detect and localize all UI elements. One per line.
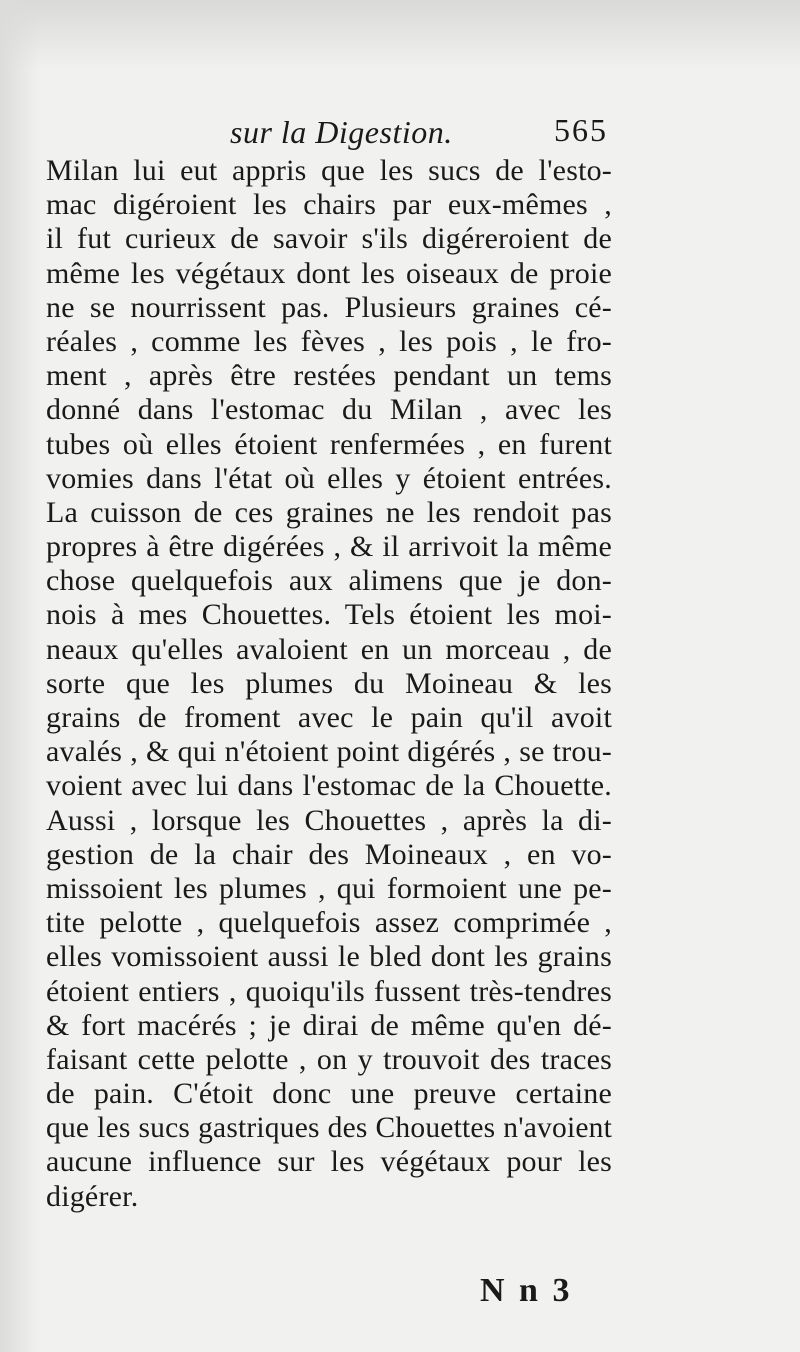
text-line-last: digérer.	[46, 1179, 139, 1213]
text-line: avalés , & qui n'étoient point digérés , se trou-	[46, 735, 612, 769]
text-line: réales , comme les fèves , les pois , le fro-	[46, 324, 612, 358]
running-head	[0, 110, 800, 150]
text-line: aucune influence sur les végétaux pour les	[46, 1145, 612, 1179]
text-line: tubes où elles étoient renfermées , en furent	[46, 427, 612, 461]
text-line: ne se nourrissent pas. Plusieurs graines cé-	[46, 290, 612, 324]
text-line: Milan lui eut appris que les sucs de l'esto-	[46, 154, 612, 187]
text-line: La cuisson de ces graines ne les rendoit pas	[46, 495, 612, 529]
page-shadow-top	[0, 0, 800, 70]
text-line: chose quelquefois aux alimens que je don-	[46, 564, 612, 598]
text-line: propres à être digérées , & il arrivoit la même	[46, 530, 612, 564]
text-line: elles vomissoient aussi le bled dont les grains	[46, 940, 612, 974]
text-line: mac digéroient les chairs par eux-mêmes ,	[46, 188, 612, 222]
running-head-title: sur la Digestion.	[230, 114, 453, 150]
text-line: de pain. C'étoit donc une preuve certaine	[46, 1077, 612, 1111]
text-line: voient avec lui dans l'estomac de la Chouette.	[46, 769, 612, 803]
text-line: sorte que les plumes du Moineau & les	[46, 666, 612, 700]
text-line: missoient les plumes , qui formoient une pe-	[46, 871, 612, 905]
text-line: nois à mes Chouettes. Tels étoient les moi-	[46, 598, 612, 632]
signature-mark: N n 3	[480, 1272, 573, 1309]
page-shadow-left	[0, 0, 40, 1352]
text-line: gestion de la chair des Moineaux , en vo-	[46, 837, 612, 871]
text-line: étoient entiers , quoiqu'ils fussent très-tendres	[46, 974, 612, 1008]
text-line: neaux qu'elles avaloient en un morceau , de	[46, 632, 612, 666]
body-text	[46, 154, 612, 1214]
page-number: 565	[554, 112, 608, 148]
text-line: que les sucs gastriques des Chouettes n'avoient	[46, 1112, 612, 1145]
text-line: donné dans l'estomac du Milan , avec les	[46, 393, 612, 427]
text-line: faisant cette pelotte , on y trouvoit des traces	[46, 1042, 612, 1076]
text-line: tite pelotte , quelquefois assez comprimée ,	[46, 906, 612, 940]
text-line: Aussi , lorsque les Chouettes , après la di-	[46, 803, 612, 837]
text-line: vomies dans l'état où elles y étoient entrées.	[46, 461, 612, 495]
text-line: & fort macérés ; je dirai de même qu'en dé-	[46, 1008, 612, 1042]
text-line: grains de froment avec le pain qu'il avoit	[46, 701, 612, 734]
text-line: même les végétaux dont les oiseaux de proie	[46, 256, 612, 290]
text-line: ment , après être restées pendant un tems	[46, 359, 612, 393]
text-line: il fut curieux de savoir s'ils digéreroient de	[46, 222, 612, 256]
